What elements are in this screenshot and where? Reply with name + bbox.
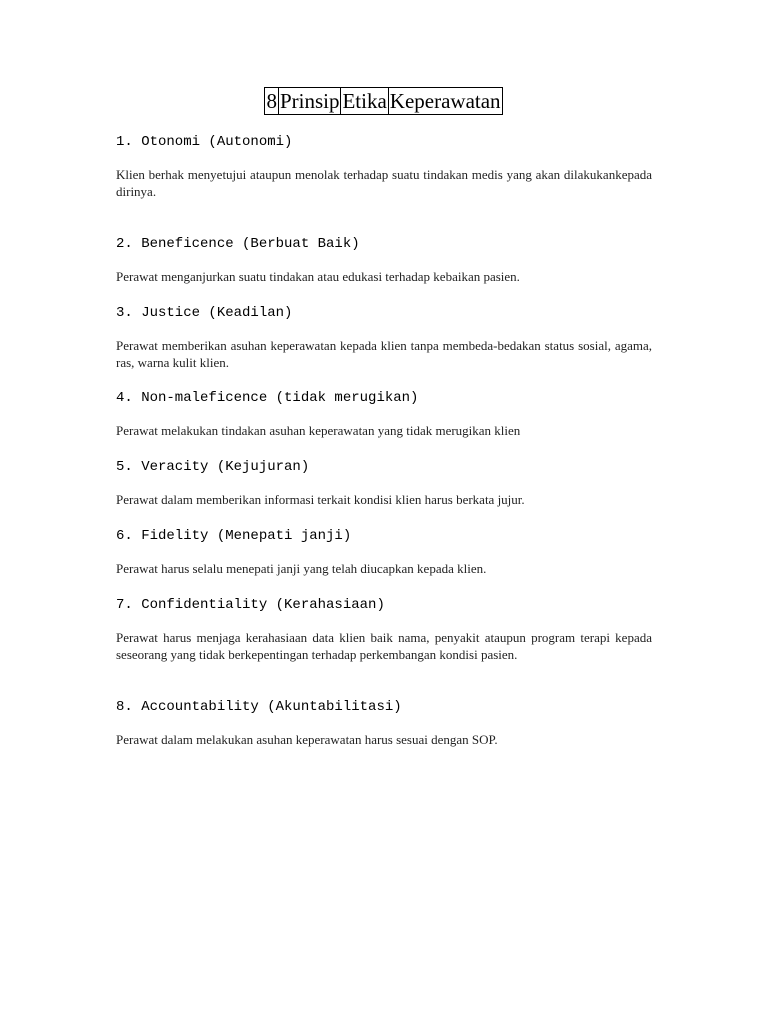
principle-description: Perawat memberikan asuhan keperawatan kepada klien tanpa membeda-bedakan status sosial, agama, ras, warna kulit klien. [116,338,652,370]
principle-heading: 1. Otonomi (Autonomi) [116,134,293,150]
principle-heading: 4. Non-maleficence (tidak merugikan) [116,390,419,406]
principle-heading: 6. Fidelity (Menepati janji) [116,528,352,544]
page-title [265,87,502,115]
principle-description: Perawat dalam melakukan asuhan keperawatan harus sesuai dengan SOP. [116,732,498,747]
principle-description: Klien berhak menyetujui ataupun menolak terhadap suatu tindakan medis yang akan dilakukankepada dirinya. [116,167,652,199]
principle-item-8 [116,698,652,748]
title-word: 8 [266,89,277,113]
principle-item-6 [116,527,652,577]
principle-item-4 [116,389,652,439]
principle-heading: 7. Confidentiality (Kerahasiaan) [116,597,385,613]
principle-heading: 3. Justice (Keadilan) [116,305,293,321]
title-word: Etika [342,89,387,113]
principle-heading: 2. Beneficence (Berbuat Baik) [116,236,360,252]
principle-heading: 5. Veracity (Kejujuran) [116,459,310,475]
principle-item-5 [116,458,652,508]
principle-description: Perawat menganjurkan suatu tindakan atau edukasi terhadap kebaikan pasien. [116,269,520,284]
principle-description: Perawat melakukan tindakan asuhan keperawatan yang tidak merugikan klien [116,423,521,438]
principle-item-2 [116,235,652,285]
title-container [0,87,768,115]
title-word: Prinsip [279,89,340,113]
principle-item-7 [116,596,652,663]
principle-description: Perawat harus selalu menepati janji yang telah diucapkan kepada klien. [116,561,487,576]
principle-description: Perawat harus menjaga kerahasiaan data klien baik nama, penyakit ataupun program terapi kepada seseorang yang tidak berkepentingan terhadap perkembangan kondisi pasien. [116,630,652,662]
principle-description: Perawat dalam memberikan informasi terkait kondisi klien harus berkata jujur. [116,492,525,507]
principle-item-3 [116,304,652,371]
title-word: Keperawatan [389,89,501,113]
principle-heading: 8. Accountability (Akuntabilitasi) [116,699,402,715]
principle-item-1 [116,133,652,200]
